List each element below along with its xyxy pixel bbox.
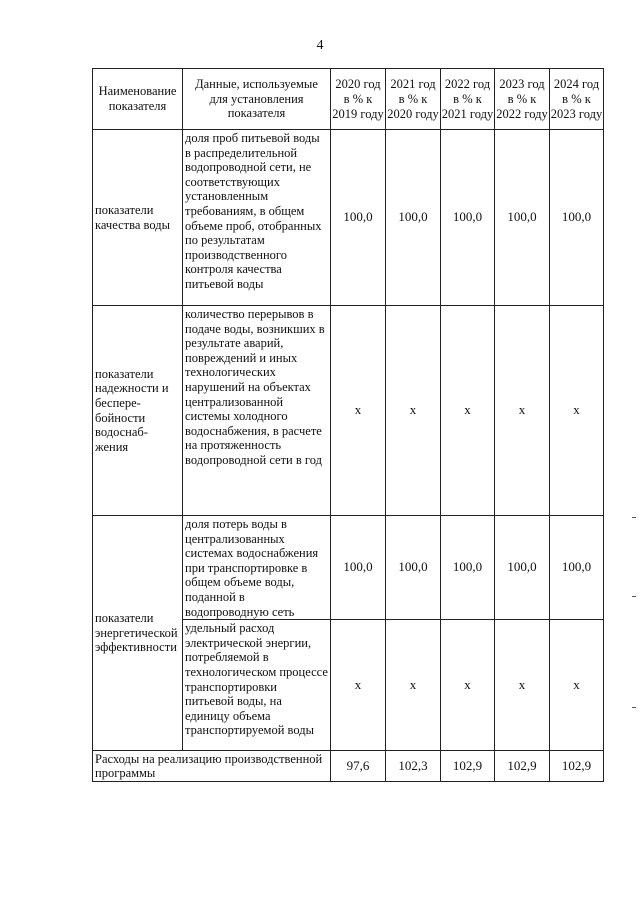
row-value: x (550, 620, 604, 751)
row-value: x (331, 620, 386, 751)
header-year-2022: 2022 год в % к 2021 году (441, 69, 495, 130)
margin-mark (632, 596, 636, 597)
row-value: 100,0 (331, 130, 386, 306)
row-value: x (386, 306, 441, 516)
row-value: 100,0 (550, 130, 604, 306)
margin-mark (632, 517, 636, 518)
row-description: количество перерывов в подаче воды, возникших в результате аварий, повреждений и иных технологических нарушений на объектах централизованной системы холодного водоснабжения, в расчете на протяженность водопроводной сети в год (183, 306, 331, 516)
table-row (93, 516, 604, 620)
row-value: 100,0 (550, 516, 604, 620)
row-value: 100,0 (495, 130, 550, 306)
row-value: x (441, 306, 495, 516)
row-value: x (550, 306, 604, 516)
footer-value: 102,3 (386, 751, 441, 782)
row-value: 100,0 (386, 516, 441, 620)
row-value: 100,0 (386, 130, 441, 306)
table-row (93, 306, 604, 516)
footer-value: 102,9 (550, 751, 604, 782)
row-value: x (331, 306, 386, 516)
footer-label: Расходы на реализацию производственной программы (93, 751, 331, 782)
row-value: x (441, 620, 495, 751)
header-year-2020: 2020 год в % к 2019 году (331, 69, 386, 130)
row-value: x (386, 620, 441, 751)
row-name: показатели энергетической эффективности (93, 516, 183, 751)
row-description: удельный расход электрической энергии, потребляемой в технологическом процессе транспортировки питьевой воды, на единицу объема транспортируемой воды (183, 620, 331, 751)
header-year-2024: 2024 год в % к 2023 году (550, 69, 604, 130)
row-name: показатели надежности и беспере-бойности водоснаб-жения (93, 306, 183, 516)
footer-value: 97,6 (331, 751, 386, 782)
header-year-2021: 2021 год в % к 2020 году (386, 69, 441, 130)
row-name: показатели качества воды (93, 130, 183, 306)
row-value: 100,0 (441, 130, 495, 306)
page-number: 4 (316, 38, 324, 53)
footer-value: 102,9 (495, 751, 550, 782)
header-year-2023: 2023 год в % к 2022 году (495, 69, 550, 130)
row-value: x (495, 306, 550, 516)
row-description: доля проб питьевой воды в распределительной водопроводной сети, не соответствующих установленным требованиям, в общем объеме проб, отобранных по результатам производственного контроля качества питьевой воды (183, 130, 331, 306)
margin-mark (632, 707, 636, 708)
table-header-row (93, 69, 604, 130)
row-description: доля потерь воды в централизованных системах водоснабжения при транспортировке в общем объеме воды, поданной в водопроводную сеть (183, 516, 331, 620)
row-value: x (495, 620, 550, 751)
row-value: 100,0 (331, 516, 386, 620)
indicators-table (92, 68, 604, 782)
header-indicator-name: Наименование показателя (93, 69, 183, 130)
row-value: 100,0 (495, 516, 550, 620)
table-footer-row (93, 751, 604, 782)
header-source-data: Данные, используемые для установления показателя (183, 69, 331, 130)
footer-value: 102,9 (441, 751, 495, 782)
table-row (93, 130, 604, 306)
row-value: 100,0 (441, 516, 495, 620)
